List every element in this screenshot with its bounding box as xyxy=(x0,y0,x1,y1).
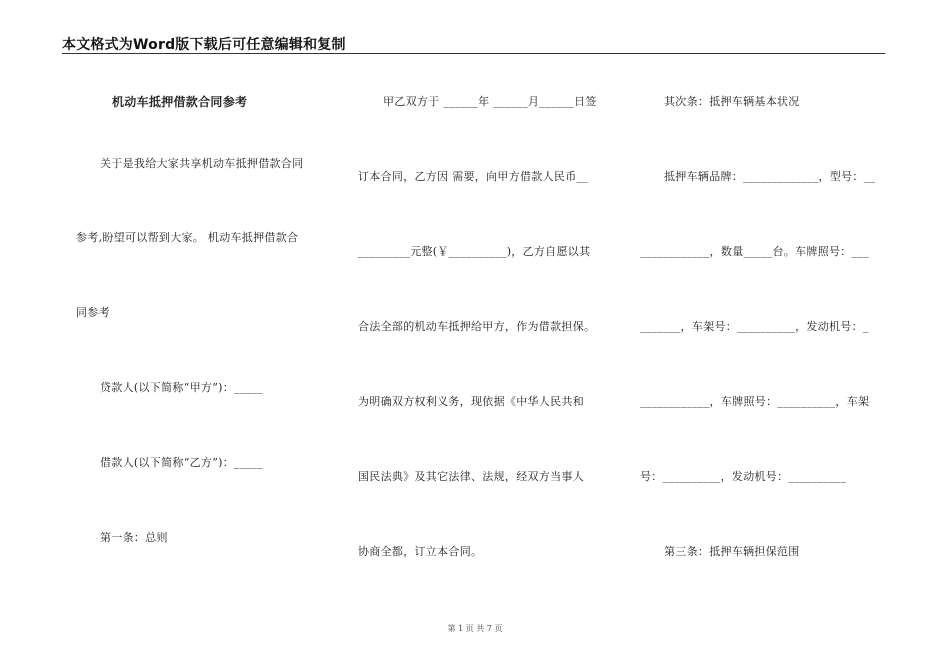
page-number: 第 1 页 共 7 页 xyxy=(447,624,503,633)
left-line-1: 关于是我给大家共享机动车抵押借款合同 xyxy=(100,157,304,170)
page-header: 本文格式为Word版下载后可任意编辑和复制 xyxy=(62,37,346,53)
middle-line-6: 协商全都，订立本合同。 xyxy=(358,545,483,558)
left-line-4: 贷款人(以下简称“甲方”)：_____ xyxy=(100,381,264,394)
right-line-3: _______，车架号：__________，发动机号：_ xyxy=(640,320,869,333)
right-line-5: 号：__________，发动机号：__________ xyxy=(640,470,847,483)
left-line-5: 借款人(以下简称“乙方”)：_____ xyxy=(100,456,264,469)
middle-line-2: _________元整(￥__________)，乙方自愿以其 xyxy=(358,245,591,258)
right-line-4: ____________，车牌照号：__________，车架 xyxy=(640,395,870,408)
middle-line-4: 为明确双方权利义务，现依据《中华人民共和 xyxy=(358,395,584,408)
middle-line-5: 国民法典》及其它法律、法规，经双方当事人 xyxy=(358,470,584,483)
middle-line-1: 订本合同，乙方因 需要，向甲方借款人民币__ xyxy=(358,170,589,183)
document-title: 机动车抵押借款合同参考 xyxy=(112,95,248,109)
right-line-2: ____________，数量_____台。车牌照号：___ xyxy=(640,245,869,258)
middle-line-3: 合法全部的机动车抵押给甲方，作为借款担保。 xyxy=(358,320,596,333)
left-line-6: 第一条：总则 xyxy=(100,531,168,544)
right-line-1: 抵押车辆品牌：_____________，型号：__ xyxy=(664,170,876,183)
header-rule xyxy=(62,53,885,54)
middle-line-0: 甲乙双方于 ______年 ______月______日签 xyxy=(383,95,597,108)
right-line-6: 第三条：抵押车辆担保范围 xyxy=(664,545,800,558)
right-line-0: 其次条：抵押车辆基本状况 xyxy=(664,95,800,108)
left-line-3: 同参考 xyxy=(76,306,110,319)
left-line-2: 参考,盼望可以帮到大家。 机动车抵押借款合 xyxy=(76,231,299,244)
